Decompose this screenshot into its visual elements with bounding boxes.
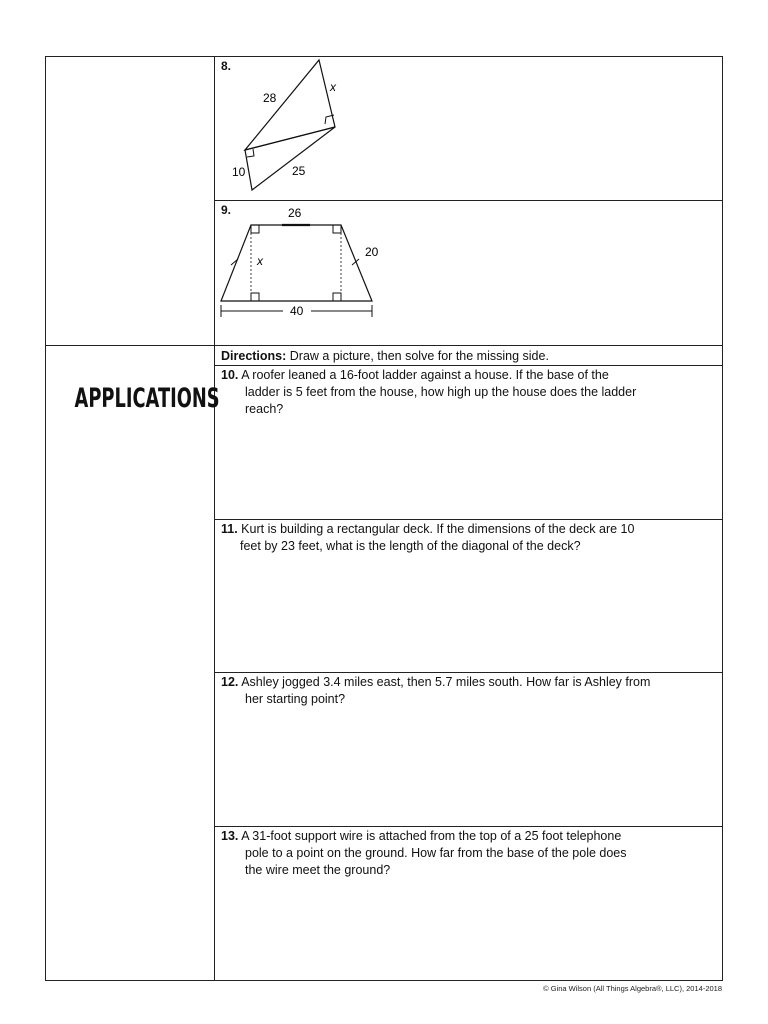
section-title: APPLICATIONS (74, 383, 220, 414)
label-28: 28 (263, 91, 277, 105)
label-20: 20 (365, 245, 379, 259)
problem-number: 9. (221, 203, 232, 217)
question-number: 13. (221, 829, 239, 843)
question-13 (221, 828, 712, 879)
question-text-line1: A roofer leaned a 16-foot ladder against a house. If the base of the (241, 368, 609, 382)
question-12 (221, 674, 712, 708)
problem-number: 8. (221, 59, 232, 73)
label-26: 26 (288, 206, 302, 220)
question-10 (221, 367, 712, 418)
question-12-cell (215, 673, 722, 826)
question-text-line2: pole to a point on the ground. How far from the base of the pole does (245, 846, 627, 860)
question-text-line1: A 31-foot support wire is attached from the top of a 25 foot telephone (241, 829, 622, 843)
copyright-notice: © Gina Wilson (All Things Algebra®, LLC), 2014-2018 (543, 984, 722, 993)
label-x: x (257, 254, 263, 268)
directions-label: Directions: (221, 349, 287, 363)
question-number: 10. (221, 368, 239, 382)
question-number: 12. (221, 675, 239, 689)
question-text-line2: feet by 23 feet, what is the length of the diagonal of the deck? (240, 539, 581, 553)
label-25: 25 (292, 164, 306, 178)
question-text-line2: her starting point? (245, 692, 346, 706)
worksheet-table (45, 56, 723, 981)
question-10-cell (215, 366, 722, 519)
question-text-line1: Kurt is building a rectangular deck. If the dimensions of the deck are 10 (241, 522, 635, 536)
question-text-line1: Ashley jogged 3.4 miles east, then 5.7 miles south. How far is Ashley from (241, 675, 651, 689)
directions (221, 349, 549, 363)
problem-9-cell (215, 201, 722, 345)
question-number: 11. (221, 522, 238, 536)
label-10: 10 (232, 165, 246, 179)
directions-text: Draw a picture, then solve for the missing side. (286, 349, 549, 363)
question-text-line2: ladder is 5 feet from the house, how high up the house does the ladder (245, 385, 637, 399)
question-13-cell (215, 827, 722, 981)
question-11 (221, 521, 712, 555)
directions-row (215, 346, 722, 365)
problem-8-cell (215, 57, 722, 200)
question-text-line3: reach? (245, 402, 284, 416)
question-11-cell (215, 520, 722, 672)
label-40: 40 (290, 304, 304, 318)
problem-8-figure (215, 57, 415, 200)
label-x: x (330, 80, 336, 94)
problem-9-figure (215, 201, 415, 331)
question-text-line3: the wire meet the ground? (245, 863, 391, 877)
